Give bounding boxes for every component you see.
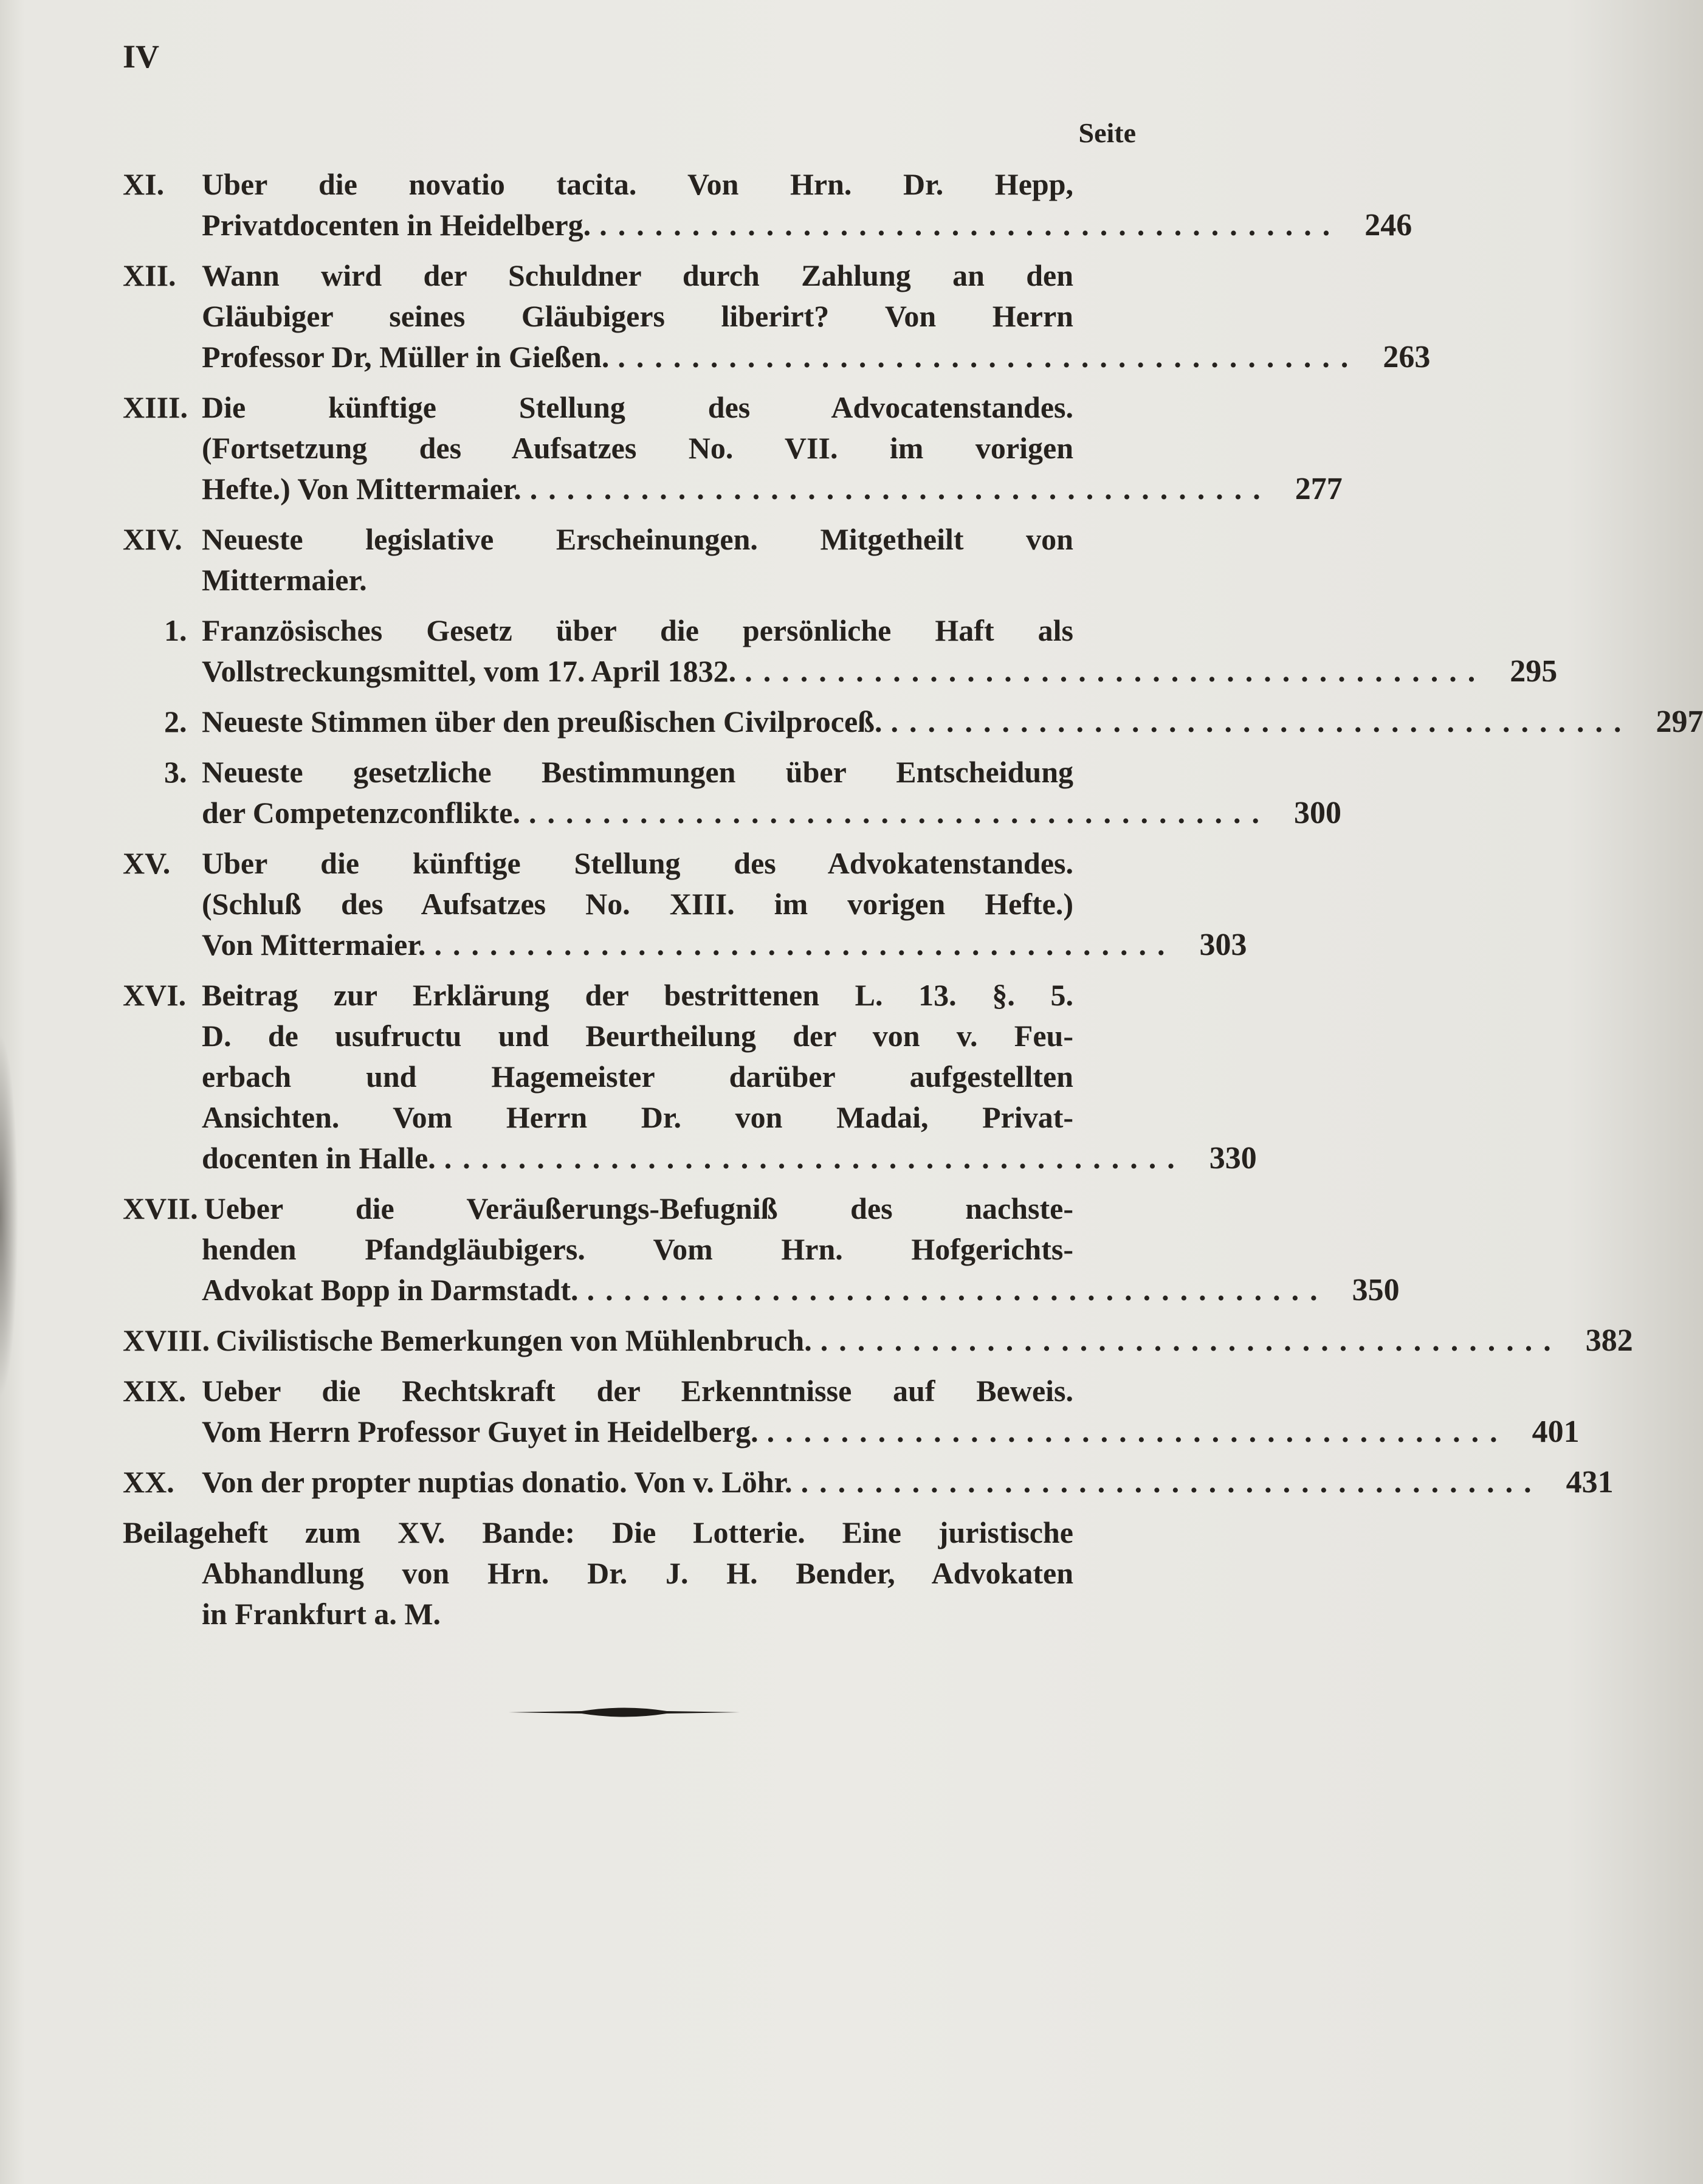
toc-line [123,1411,1580,1452]
toc-line [123,1270,1400,1311]
entry-title-line: der Competenzconflikte. [202,796,520,830]
toc-line [123,387,1136,428]
toc-line [123,925,1247,965]
leader-dots: ........................................ [800,1465,1543,1499]
entry-title-line: Civilistische Bemerkungen von Mühlenbruch. [216,1323,812,1357]
page-number: 295 [1510,654,1558,689]
entry-number: XIX. [123,1374,187,1408]
toc-line [123,255,1136,296]
page-number: 382 [1585,1323,1633,1358]
toc-subentry [123,610,1558,692]
entry-title-line: Vollstreckungsmittel, vom 17. April 1832. [202,654,737,688]
entry-number: XVIII. [123,1323,210,1357]
leader-dots: ........................................ [618,340,1360,374]
entry-title-line: Ueber die Rechtskraft der Erkenntnisse auf Beweis. [202,1374,1073,1408]
toc-subentry [123,701,1703,742]
seite-column-label: Seite [1078,117,1136,148]
entry-title-line: Hefte.) Von Mittermaier. [202,472,521,506]
entry-number: XIV. [123,522,182,556]
entry-title-line: (Schluß des Aufsatzes No. XIII. im vorigen Hefte.) [202,887,1073,921]
toc-line [123,610,1136,651]
toc-line [123,843,1136,884]
page-number: 277 [1295,472,1343,506]
entry-title-line: Neueste Stimmen über den preußischen Civilproceß. [202,704,882,739]
entry-title-line: Beitrag zur Erklärung der bestrittenen L. 13. §. 5. [202,978,1073,1012]
toc-entry [123,164,1412,246]
toc-line [123,1229,1136,1270]
page-number: 297 [1656,704,1703,739]
toc-line [123,651,1558,692]
leader-dots: ........................................ [587,1273,1329,1307]
toc-line [123,337,1431,377]
toc-line [123,1188,1136,1229]
entry-title-line: Professor Dr, Müller in Gießen. [202,340,610,374]
toc-line [123,975,1136,1016]
toc-line [123,1553,1136,1594]
toc-line [123,1016,1136,1056]
entry-number: 2. [164,704,187,739]
leader-dots: ........................................ [820,1323,1562,1357]
entry-number: XX. [123,1465,174,1499]
toc-line [123,1594,1136,1635]
toc-line [123,164,1136,205]
entry-title-line: Mittermaier. [202,563,367,597]
leader-dots: ........................................ [599,208,1341,242]
entry-number: XVI. [123,978,187,1012]
entry-number: XII. [123,258,176,292]
toc-line [123,560,1136,601]
toc-entry [123,519,1136,601]
toc-line [123,469,1343,509]
toc-entry [123,1320,1633,1361]
entry-title-line: docenten in Halle. [202,1141,436,1175]
page-number: 350 [1352,1273,1400,1307]
toc-line [123,519,1136,560]
page-number: 431 [1566,1465,1614,1500]
entry-number: 3. [164,755,187,789]
toc-line [123,1097,1136,1138]
toc-entry [123,975,1257,1179]
ornament-divider [509,1706,740,1719]
entry-title-line: Französisches Gesetz über die persönliche Haft als [202,613,1073,647]
toc-line [123,701,1703,742]
table-of-contents [123,164,1703,1635]
entry-title-line: Wann wird der Schuldner durch Zahlung an den [202,258,1073,292]
toc-entry [123,255,1431,377]
page-number: 303 [1199,928,1247,962]
toc-line [123,1371,1136,1411]
leader-dots: ........................................ [434,928,1176,962]
leader-dots: ........................................ [890,704,1632,739]
leader-dots: ........................................ [766,1414,1509,1449]
entry-title-line: Privatdocenten in Heidelberg. [202,208,591,242]
entry-title-line: henden Pfandgläubigers. Vom Hrn. Hofgerichts- [202,1232,1073,1266]
leader-dots: ........................................ [444,1141,1186,1175]
toc-line [123,1138,1257,1179]
entry-title-line: Uber die novatio tacita. Von Hrn. Dr. Hepp, [202,167,1073,201]
toc-line [123,205,1412,246]
leader-dots: ........................................ [745,654,1487,688]
page-number: 401 [1532,1414,1580,1449]
entry-title-line: Ueber die Veräußerungs-Befugniß des nachste- [204,1191,1073,1225]
entry-title-line: Abhandlung von Hrn. Dr. J. H. Bender, Advokaten [202,1556,1073,1590]
toc-entry [123,1462,1614,1503]
page-number: 246 [1364,208,1412,243]
entry-title-line: (Fortsetzung des Aufsatzes No. VII. im vorigen [202,431,1073,465]
toc-line [123,428,1136,469]
entry-number: XIII. [123,390,188,424]
toc-entry [123,843,1247,965]
toc-line [123,1512,1136,1553]
entry-title-line: in Frankfurt a. M. [202,1597,441,1631]
entry-title-line: Beilageheft zum XV. Bande: Die Lotterie. Eine juristische [123,1515,1073,1549]
toc-line [123,1462,1614,1503]
entry-number: XVII. [123,1191,198,1225]
toc-entry [123,1512,1136,1635]
leader-dots: ........................................ [528,796,1270,830]
page-edge-shadow [0,1033,18,1398]
entry-title-line: Ansichten. Vom Herrn Dr. von Madai, Privat- [202,1100,1073,1134]
entry-title-line: Neueste legislative Erscheinungen. Mitgetheilt von [202,522,1073,556]
entry-title-line: Neueste gesetzliche Bestimmungen über Entscheidung [202,755,1073,789]
page-number: 300 [1293,796,1341,830]
entry-number: XV. [123,846,171,880]
entry-title-line: Uber die künftige Stellung des Advokatenstandes. [202,846,1073,880]
toc-line [123,752,1136,793]
entry-title-line: erbach und Hagemeister darüber aufgestellten [202,1059,1073,1094]
toc-entry [123,387,1343,509]
entry-title-line: Die künftige Stellung des Advocatenstandes. [202,390,1073,424]
toc-line [123,296,1136,337]
entry-title-line: Vom Herrn Professor Guyet in Heidelberg. [202,1414,759,1449]
leader-dots: ........................................ [529,472,1271,506]
toc-line [123,1056,1136,1097]
entry-title-line: D. de usufructu und Beurtheilung der von v. Feu- [202,1019,1073,1053]
entry-title-line: Gläubiger seines Gläubigers liberirt? Von Herrn [202,299,1073,333]
entry-number: XI. [123,167,165,201]
toc-line [123,1320,1633,1361]
toc-line [123,793,1341,833]
entry-number: 1. [164,613,187,647]
toc-subentry [123,752,1341,833]
page-number: 263 [1383,340,1431,374]
toc-entry [123,1371,1580,1452]
entry-title-line: Advokat Bopp in Darmstadt. [202,1273,579,1307]
entry-title-line: Von der propter nuptias donatio. Von v. Löhr. [202,1465,793,1499]
page-number: 330 [1209,1141,1257,1176]
toc-entry [123,1188,1400,1311]
entry-title-line: Von Mittermaier. [202,928,426,962]
page-number-header: IV [123,38,160,75]
toc-line [123,884,1136,925]
